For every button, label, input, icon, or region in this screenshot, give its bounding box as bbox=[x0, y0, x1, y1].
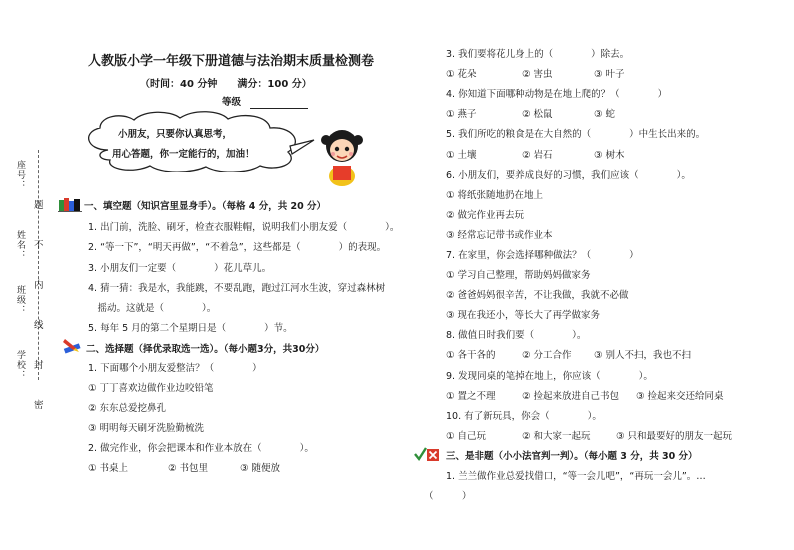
seal-char: 题 bbox=[34, 200, 44, 211]
fill-question-1: 1. 出门前，洗脸、刷牙，检查衣服鞋帽，说明我们小朋友爱（ ）。 bbox=[88, 222, 400, 233]
exam-meta: （时间：40 分钟 满分：100 分） bbox=[140, 79, 312, 90]
choice-question-10: 10. 有了新玩具，你会（ ）。 bbox=[446, 411, 602, 422]
option-item[interactable]: ② 岩石 bbox=[522, 150, 553, 161]
choice-question-1: 1. 下面哪个小朋友爱整洁？（ ） bbox=[88, 363, 262, 374]
fill-question-5: 5. 每年 5 月的第二个星期日是（ ）节。 bbox=[88, 323, 293, 334]
option-item[interactable]: ③ 叶子 bbox=[594, 69, 625, 80]
section1-heading: 一、填空题（知识宫里显身手）。（每格 4 分，共 20 分） bbox=[84, 201, 327, 212]
option-item[interactable]: ② 东东总爱挖鼻孔 bbox=[88, 403, 167, 414]
cartoon-girl-icon bbox=[318, 118, 366, 188]
option-item[interactable]: ③ 明明每天刷牙洗脸勤梳洗 bbox=[88, 423, 205, 434]
seal-char: 不 bbox=[34, 240, 44, 251]
seal-char: 封 bbox=[34, 360, 44, 371]
option-item[interactable]: ③ 树木 bbox=[594, 150, 625, 161]
fill-question-4b: 摇动。这就是（ ）。 bbox=[88, 303, 217, 314]
option-item[interactable]: ② 松鼠 bbox=[522, 109, 553, 120]
option-item[interactable]: ① 将纸张随地扔在地上 bbox=[446, 190, 544, 201]
check-cross-icon bbox=[414, 446, 440, 462]
option-item[interactable]: ① 自己玩 bbox=[446, 431, 487, 442]
choice-question-6: 6. 小朋友们，要养成良好的习惯，我们应该（ ）。 bbox=[446, 170, 691, 181]
seal-char: 内 bbox=[34, 280, 44, 291]
option-item[interactable]: ① 土壤 bbox=[446, 150, 477, 161]
binding-school-label: 学校： bbox=[15, 350, 25, 380]
pencil-ruler-icon bbox=[62, 336, 82, 354]
option-item[interactable]: ① 各干各的 bbox=[446, 350, 496, 361]
option-item[interactable]: ③ 随便放 bbox=[240, 463, 281, 474]
cloud-line-2: 用心答题，你一定能行的，加油！ bbox=[112, 149, 255, 160]
choice-question-3: 3. 我们要将花儿身上的（ ）除去。 bbox=[446, 49, 630, 60]
option-item[interactable]: ① 书桌上 bbox=[88, 463, 129, 474]
binding-name-label: 姓名： bbox=[15, 230, 25, 260]
option-item[interactable]: ① 花朵 bbox=[446, 69, 477, 80]
option-item[interactable]: ③ 蛇 bbox=[594, 109, 616, 120]
section3-heading: 三、是非题（小小法官判一判）。（每小题 3 分，共 30 分） bbox=[446, 451, 698, 462]
grade-label: 等级 bbox=[222, 97, 242, 108]
judge-answer-paren[interactable]: （ ） bbox=[424, 491, 472, 502]
choice-question-2: 2. 做完作业，你会把课本和作业本放在（ ）。 bbox=[88, 443, 314, 454]
option-item[interactable]: ③ 只和最要好的朋友一起玩 bbox=[616, 431, 733, 442]
seal-char: 线 bbox=[34, 320, 44, 331]
option-item[interactable]: ② 捡起来放进自己书包 bbox=[522, 391, 620, 402]
option-item[interactable]: ② 和大家一起玩 bbox=[522, 431, 591, 442]
books-icon bbox=[58, 196, 82, 212]
choice-question-8: 8. 做值日时我们要（ ）。 bbox=[446, 330, 587, 341]
option-item[interactable]: ② 害虫 bbox=[522, 69, 553, 80]
choice-question-7: 7. 在家里，你会选择哪种做法？（ ） bbox=[446, 250, 639, 261]
binding-number-label: 座号： bbox=[15, 160, 25, 190]
option-item[interactable]: ① 燕子 bbox=[446, 109, 477, 120]
option-item[interactable]: ② 做完作业再去玩 bbox=[446, 210, 525, 221]
option-item[interactable]: ① 置之不理 bbox=[446, 391, 496, 402]
option-item[interactable]: ③ 捡起来交还给同桌 bbox=[636, 391, 724, 402]
cloud-line-1: 小朋友，只要你认真思考， bbox=[118, 129, 233, 140]
option-item[interactable]: ② 分工合作 bbox=[522, 350, 572, 361]
option-item[interactable]: ③ 别人不扫，我也不扫 bbox=[594, 350, 692, 361]
seal-char: 密 bbox=[34, 400, 44, 411]
option-item[interactable]: ③ 现在我还小，等长大了再学做家务 bbox=[446, 310, 601, 321]
judge-question-1: 1. 兰兰做作业总爱找借口，“等一会儿吧”，“再玩一会儿”。… bbox=[446, 471, 706, 482]
section2-heading: 二、选择题（择优录取选一选）。（每小题3分，共30分） bbox=[86, 344, 325, 355]
fill-question-4a: 4. 猜一猜：我是水，我能跳，不要乱跑，跑过江河水生波，穿过森林树 bbox=[88, 283, 386, 294]
choice-question-4: 4. 你知道下面哪种动物是在地上爬的？（ ） bbox=[446, 89, 668, 100]
grade-blank[interactable] bbox=[250, 108, 308, 109]
option-item[interactable]: ② 书包里 bbox=[168, 463, 209, 474]
fill-question-3: 3. 小朋友们一定要（ ）花儿草儿。 bbox=[88, 263, 272, 274]
page-title: 人教版小学一年级下册道德与法治期末质量检测卷 bbox=[88, 54, 375, 69]
binding-dash-line bbox=[38, 150, 39, 380]
option-item[interactable]: ③ 经常忘记带书或作业本 bbox=[446, 230, 553, 241]
choice-question-9: 9. 发现同桌的笔掉在地上，你应该（ ）。 bbox=[446, 371, 653, 382]
binding-class-label: 班级： bbox=[15, 285, 25, 315]
choice-question-5: 5. 我们所吃的粮食是在大自然的（ ）中生长出来的。 bbox=[446, 129, 706, 140]
option-item[interactable]: ① 丁丁喜欢边做作业边咬铅笔 bbox=[88, 383, 214, 394]
fill-question-2: 2. “等一下”，“明天再做”，“不着急”，这些都是（ ）的表现。 bbox=[88, 242, 387, 253]
option-item[interactable]: ② 爸爸妈妈很辛苦，不让我做，我就不必做 bbox=[446, 290, 629, 301]
cloud-bubble bbox=[78, 110, 318, 172]
option-item[interactable]: ① 学习自己整理，帮助妈妈做家务 bbox=[446, 270, 591, 281]
